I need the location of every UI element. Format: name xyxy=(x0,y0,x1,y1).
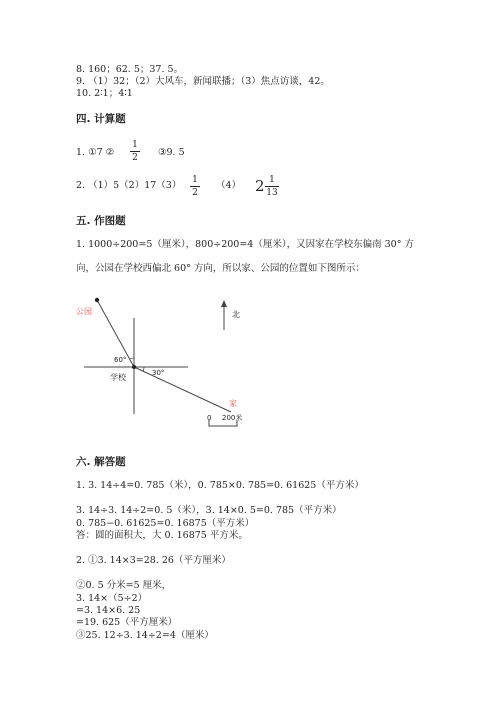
drawing-text-line-2: 向，公园在学校西偏北 60° 方向，所以家、公园的位置如下图所示： xyxy=(76,263,365,274)
fraction-denominator: 2 xyxy=(192,188,198,198)
school-label: 学校 xyxy=(110,373,126,382)
position-diagram xyxy=(76,290,256,439)
mixed-number-whole: 2 xyxy=(255,177,265,195)
solution-line-b5: =19. 625（平方厘米） xyxy=(76,617,178,628)
scale-length-label: 200米 xyxy=(222,414,243,422)
calc-q2-prefix: 2. （1）5（2）17（3） xyxy=(76,180,182,191)
solution-line-b4: =3. 14×6. 25 xyxy=(76,605,141,616)
solution-line-a3: 0. 785−0. 61625=0. 16875（平方米） xyxy=(76,518,255,529)
north-label: 北 xyxy=(232,310,240,319)
calc-q2-mid: （4） xyxy=(216,180,242,191)
fraction-denominator: 2 xyxy=(132,153,138,163)
park-point xyxy=(95,298,99,302)
school-point xyxy=(132,365,136,369)
fraction-numerator: 1 xyxy=(192,175,198,185)
solution-line-a4: 答：圆的面积大，大 0. 16875 平方米。 xyxy=(76,530,248,541)
fraction-numerator: 1 xyxy=(269,175,275,185)
park-label: 公园 xyxy=(76,307,92,316)
section-heading-solutions: 六. 解答题 xyxy=(76,456,126,468)
solution-line-a2: 3. 14÷3. 14÷2=0. 5（米），3. 14×0. 5=0. 785（平方米） xyxy=(76,505,342,516)
calc-q1-fraction xyxy=(130,140,140,163)
solution-line-a1: 1. 3. 14÷4=0. 785（米），0. 785×0. 785=0. 61625（平方米） xyxy=(76,480,364,491)
calc-q2-fraction xyxy=(190,175,200,198)
solution-line-b3: 3. 14×（5÷2） xyxy=(76,593,148,604)
mixed-number-fraction xyxy=(265,175,279,198)
calc-q1-prefix: 1. ①7 ② xyxy=(76,147,115,158)
drawing-text-line-1: 1. 1000÷200=5（厘米），800÷200=4（厘米），又因家在学校东偏南 30° 方 xyxy=(76,239,414,250)
answer-line-9: 9. （1）32；（2）大风车，新闻联播；（3）焦点访谈，42。 xyxy=(76,76,330,87)
fraction-denominator: 13 xyxy=(266,188,278,198)
home-label: 家 xyxy=(229,399,237,408)
section-heading-drawing: 五. 作图题 xyxy=(76,215,126,227)
north-arrowhead xyxy=(221,300,227,307)
solution-line-b1: 2. ①3. 14×3=28. 26（平方厘米） xyxy=(76,555,231,566)
solution-line-b6: ③25. 12÷3. 14÷2=4（厘米） xyxy=(76,630,214,641)
angle-arc-home xyxy=(143,367,144,372)
answer-line-10: 10. 2∶1；4∶1 xyxy=(76,88,133,99)
section-heading-calculation: 四. 计算题 xyxy=(76,113,126,125)
calc-q1-suffix: ③9. 5 xyxy=(158,147,185,158)
answer-line-8: 8. 160；62. 5；37. 5。 xyxy=(76,64,184,75)
solution-line-b2: ②0. 5 分米=5 厘米， xyxy=(76,580,172,591)
fraction-numerator: 1 xyxy=(132,140,138,150)
angle-arc-park xyxy=(130,358,135,359)
angle-label-park: 60° xyxy=(114,356,127,364)
angle-label-home: 30° xyxy=(152,369,165,377)
home-ray xyxy=(134,367,231,412)
scale-zero-label: 0 xyxy=(207,414,212,422)
